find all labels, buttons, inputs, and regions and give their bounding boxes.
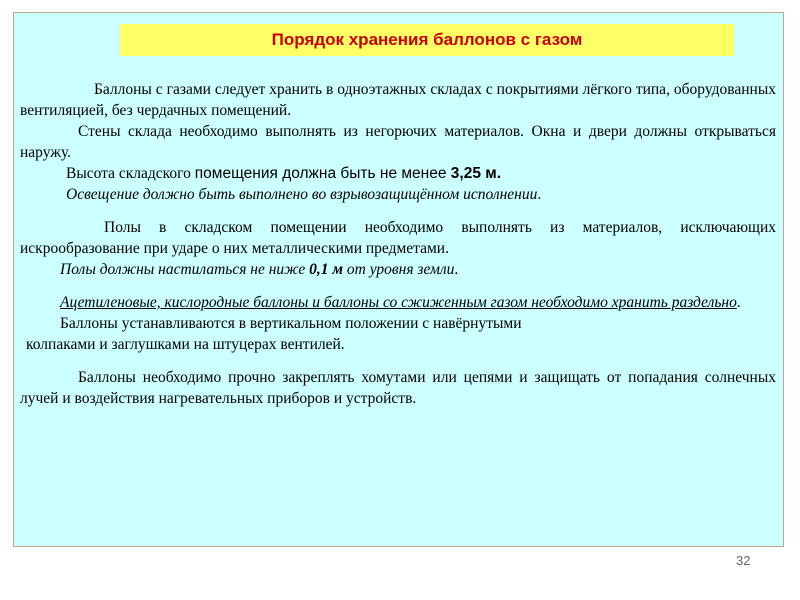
paragraph-fixing	[20, 367, 776, 409]
paragraph-vertical-text-1: Баллоны устанавливаются в вертикальном положении с навёрнутыми	[60, 315, 522, 332]
paragraph-floor-level-dot: .	[454, 261, 459, 278]
title-banner	[120, 24, 734, 56]
slide-title: Порядок хранения баллонов с газом	[271, 30, 583, 49]
paragraph-vertical-line1	[20, 313, 776, 334]
paragraph-height-start: Высота складского	[66, 165, 195, 182]
paragraph-storage-text: Баллоны с газами следует хранить в одноэтажных складах с покрытиями лёгкого типа, оборудованных вентиляцией, без чердачных помещений.	[20, 81, 776, 119]
paragraph-storage	[20, 79, 776, 121]
paragraph-fixing-text: Баллоны необходимо прочно закреплять хомутами или цепями и защищать от попадания солнечных лучей и воздействия нагревательных приборов и устройств.	[20, 369, 776, 407]
spacer	[20, 205, 776, 217]
paragraph-floor-level	[20, 259, 776, 280]
paragraph-vertical-line2	[20, 334, 776, 355]
paragraph-height-value: 3,25 м.	[450, 165, 502, 182]
paragraph-floor-level-start: Полы должны настилаться не ниже	[60, 261, 310, 278]
paragraph-lighting	[20, 184, 776, 205]
paragraph-lighting-dot: .	[537, 186, 542, 203]
page-number: 32	[736, 553, 751, 568]
paragraph-vertical-text-2: колпаками и заглушками на штуцерах вентилей.	[26, 336, 345, 353]
paragraph-separate-storage-dot: .	[736, 294, 741, 311]
paragraph-walls	[20, 121, 776, 163]
paragraph-separate-storage	[20, 292, 776, 313]
spacer	[20, 355, 776, 367]
paragraph-walls-text: Стены склада необходимо выполнять из негорючих материалов. Окна и двери должны открываться наружу.	[20, 123, 776, 161]
paragraph-lighting-text: Освещение должно быть выполнено во взрывозащищённом исполнении	[66, 186, 538, 203]
paragraph-height-sans: помещения должна быть не менее	[194, 165, 451, 182]
paragraph-separate-storage-text: Ацетиленовые, кислородные баллоны и баллоны со сжиженным газом необходимо хранить раздельно	[60, 294, 737, 311]
paragraph-floor-level-end: от уровня земли	[343, 261, 455, 278]
paragraph-floors-text: Полы в складском помещении необходимо выполнять из материалов, исключающих искрообразование при ударе о них металлическими предметами.	[20, 219, 776, 257]
paragraph-height	[20, 163, 776, 184]
paragraph-floor-level-value: 0,1 м	[309, 261, 344, 278]
paragraph-floors	[20, 217, 776, 259]
spacer	[20, 280, 776, 292]
slide-content	[20, 79, 776, 409]
